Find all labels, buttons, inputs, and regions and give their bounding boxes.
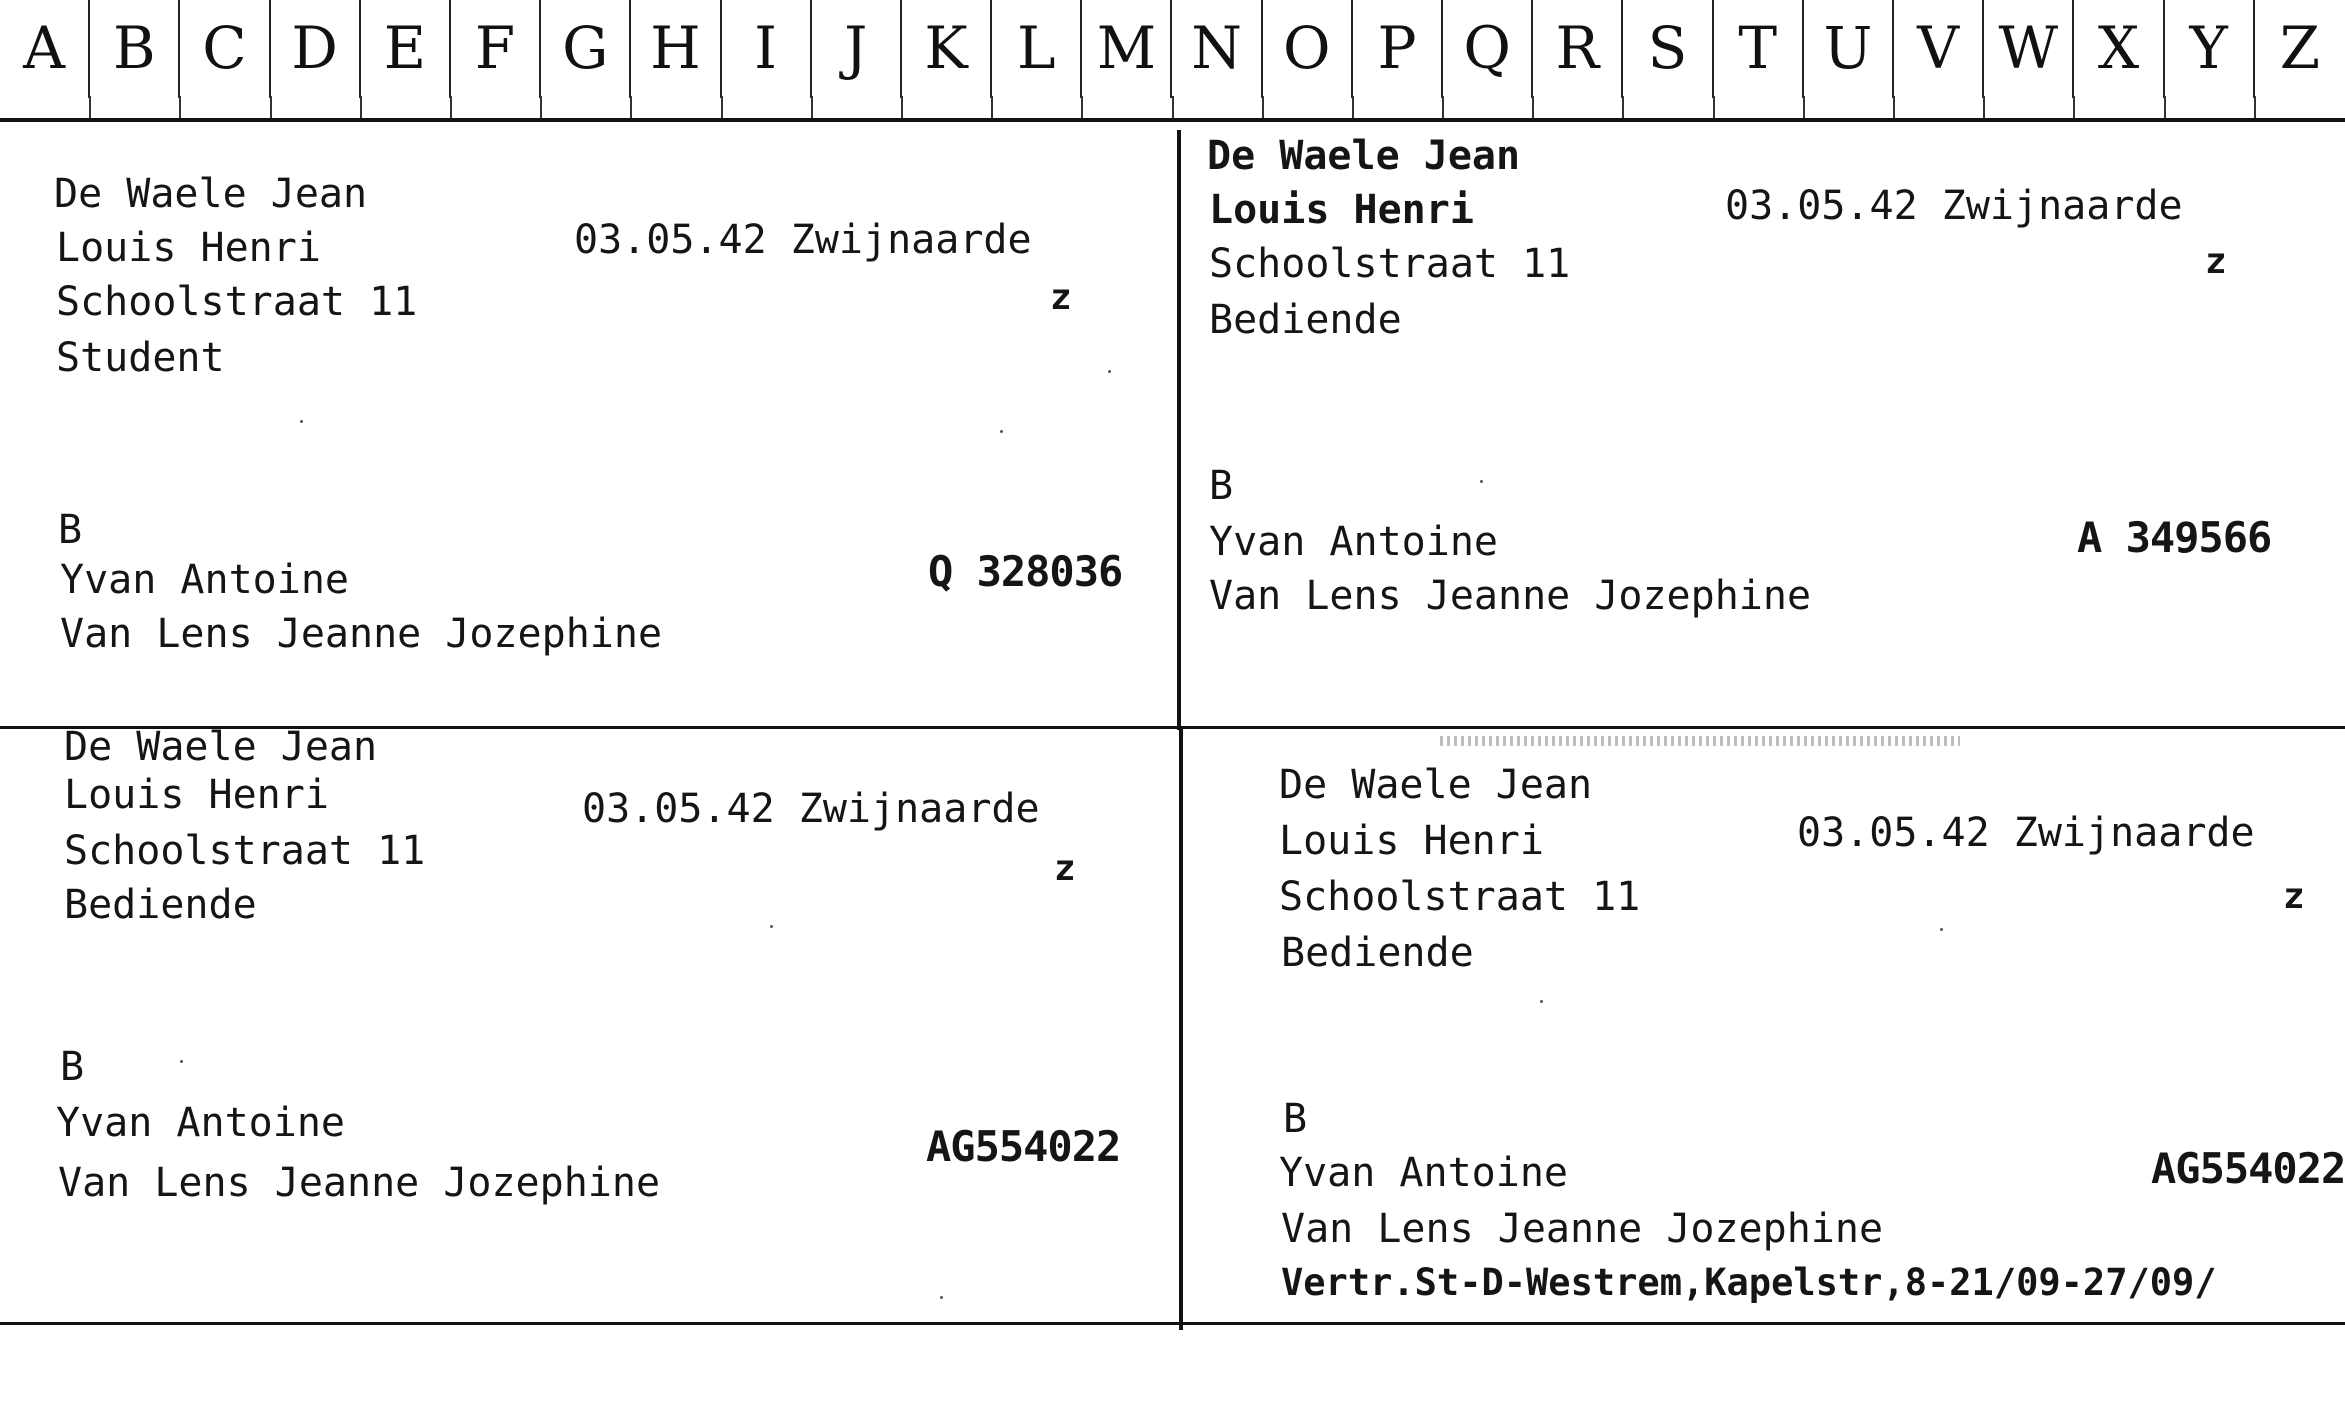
alphabet-tick [450, 96, 452, 118]
alphabet-tick [1893, 96, 1895, 118]
card-occupation: Student [56, 335, 225, 381]
card-father: Yvan Antoine [56, 1100, 345, 1146]
alphabet-tick [1803, 96, 1805, 118]
card-father: Yvan Antoine [1209, 519, 1498, 565]
scan-speck [1108, 370, 1111, 373]
alphabet-tick [2073, 96, 2075, 118]
record-card-1 [0, 124, 1176, 724]
card-divider-bottom [0, 1322, 2345, 1325]
scan-speck [1940, 928, 1943, 931]
alphabet-letter: X [2074, 0, 2164, 98]
alphabet-tick [991, 96, 993, 118]
alphabet-letter: B [90, 0, 180, 98]
alphabet-tick [1713, 96, 1715, 118]
card-given-names: Louis Henri [1279, 818, 1544, 864]
scan-speck [1540, 1000, 1543, 1003]
card-birth-info: 03.05.42 Zwijnaarde [582, 786, 1040, 832]
alphabet-tick [89, 96, 91, 118]
alphabet-letter: Z [2279, 14, 2321, 82]
alphabet-letter: J [812, 0, 902, 98]
alphabet-letter: Q [1443, 0, 1533, 98]
scan-speck [940, 1296, 943, 1299]
card-mother: Van Lens Jeanne Jozephine [1209, 573, 1812, 619]
card-sex: z [2283, 876, 2305, 917]
card-given-names: Louis Henri [64, 772, 329, 818]
card-given-names: Louis Henri [56, 225, 321, 271]
card-status: B [1209, 463, 1234, 509]
alphabet-index-strip [0, 0, 2345, 122]
card-surname: De Waele Jean [1279, 762, 1593, 808]
scan-smudge [1440, 736, 1960, 746]
alphabet-letter: L [992, 0, 1082, 98]
card-number: AG554022 [926, 1122, 1121, 1171]
alphabet-tick [901, 96, 903, 118]
card-surname: De Waele Jean [1207, 133, 1521, 179]
scan-speck [300, 420, 303, 423]
card-sex: z [1050, 277, 1072, 318]
card-mother: Van Lens Jeanne Jozephine [60, 611, 663, 657]
scan-speck [770, 925, 773, 928]
alphabet-letter: N [1173, 0, 1263, 98]
alphabet-letter: A [0, 0, 90, 98]
card-number: AG554022 [2151, 1144, 2345, 1193]
alphabet-letter: F [451, 0, 541, 98]
card-status: B [60, 1044, 85, 1090]
card-address: Schoolstraat 11 [64, 828, 426, 874]
card-given-names: Louis Henri [1209, 187, 1474, 233]
card-note: Vertr.St-D-Westrem,Kapelstr,8-21/09-27/09/ [1281, 1261, 2217, 1304]
card-number: Q 328036 [928, 547, 1123, 596]
alphabet-letter: M [1082, 0, 1172, 98]
alphabet-letter: P [1353, 0, 1443, 98]
alphabet-tick [2254, 96, 2256, 118]
card-address: Schoolstraat 11 [56, 279, 418, 325]
card-occupation: Bediende [1281, 930, 1474, 976]
card-sex: z [1054, 848, 1076, 889]
alphabet-tick [1172, 96, 1174, 118]
alphabet-tick [179, 96, 181, 118]
alphabet-letter: S [1623, 0, 1713, 98]
alphabet-tick [1532, 96, 1534, 118]
card-birth-info: 03.05.42 Zwijnaarde [574, 217, 1032, 263]
alphabet-letter: T [1714, 0, 1804, 98]
record-card-4 [1183, 729, 2345, 1321]
card-surname: De Waele Jean [54, 171, 368, 217]
card-sex: z [2205, 241, 2227, 282]
scan-speck [1480, 480, 1483, 483]
alphabet-letter: U [1804, 0, 1894, 98]
alphabet-letter: I [722, 0, 812, 98]
alphabet-letter: K [902, 0, 992, 98]
alphabet-tick [1622, 96, 1624, 118]
alphabet-tick [721, 96, 723, 118]
alphabet-letter: G [541, 0, 631, 98]
alphabet-tick [540, 96, 542, 118]
alphabet-letter: R [1533, 0, 1623, 98]
record-card-3 [0, 724, 1178, 1321]
alphabet-tick [2164, 96, 2166, 118]
alphabet-letter: E [361, 0, 451, 98]
card-mother: Van Lens Jeanne Jozephine [1281, 1206, 1884, 1252]
card-father: Yvan Antoine [60, 557, 349, 603]
card-address: Schoolstraat 11 [1279, 874, 1641, 920]
alphabet-letter: D [271, 0, 361, 98]
card-mother: Van Lens Jeanne Jozephine [58, 1160, 661, 1206]
card-status: B [1283, 1096, 1308, 1142]
scan-speck [180, 1060, 183, 1063]
card-birth-info: 03.05.42 Zwijnaarde [1725, 183, 2183, 229]
alphabet-letter: O [1263, 0, 1353, 98]
record-card-2 [1181, 124, 2345, 724]
alphabet-letter: C [180, 0, 270, 98]
alphabet-tick [1442, 96, 1444, 118]
card-number: A 349566 [2077, 513, 2272, 562]
alphabet-tick [1352, 96, 1354, 118]
alphabet-tick [270, 96, 272, 118]
alphabet-tick [1983, 96, 1985, 118]
alphabet-tick [811, 96, 813, 118]
card-status: B [58, 507, 83, 553]
card-occupation: Bediende [64, 882, 257, 928]
card-occupation: Bediende [1209, 297, 1402, 343]
alphabet-letter: Y [2165, 0, 2255, 98]
card-surname: De Waele Jean [64, 724, 378, 770]
card-father: Yvan Antoine [1279, 1150, 1568, 1196]
alphabet-tick [360, 96, 362, 118]
scan-speck [1000, 430, 1003, 433]
card-birth-info: 03.05.42 Zwijnaarde [1797, 810, 2255, 856]
alphabet-tick [1081, 96, 1083, 118]
alphabet-letter: V [1894, 0, 1984, 98]
card-address: Schoolstraat 11 [1209, 241, 1571, 287]
alphabet-letter: H [631, 0, 721, 98]
alphabet-letter: W [1984, 0, 2074, 98]
alphabet-tick [630, 96, 632, 118]
alphabet-tick [1262, 96, 1264, 118]
